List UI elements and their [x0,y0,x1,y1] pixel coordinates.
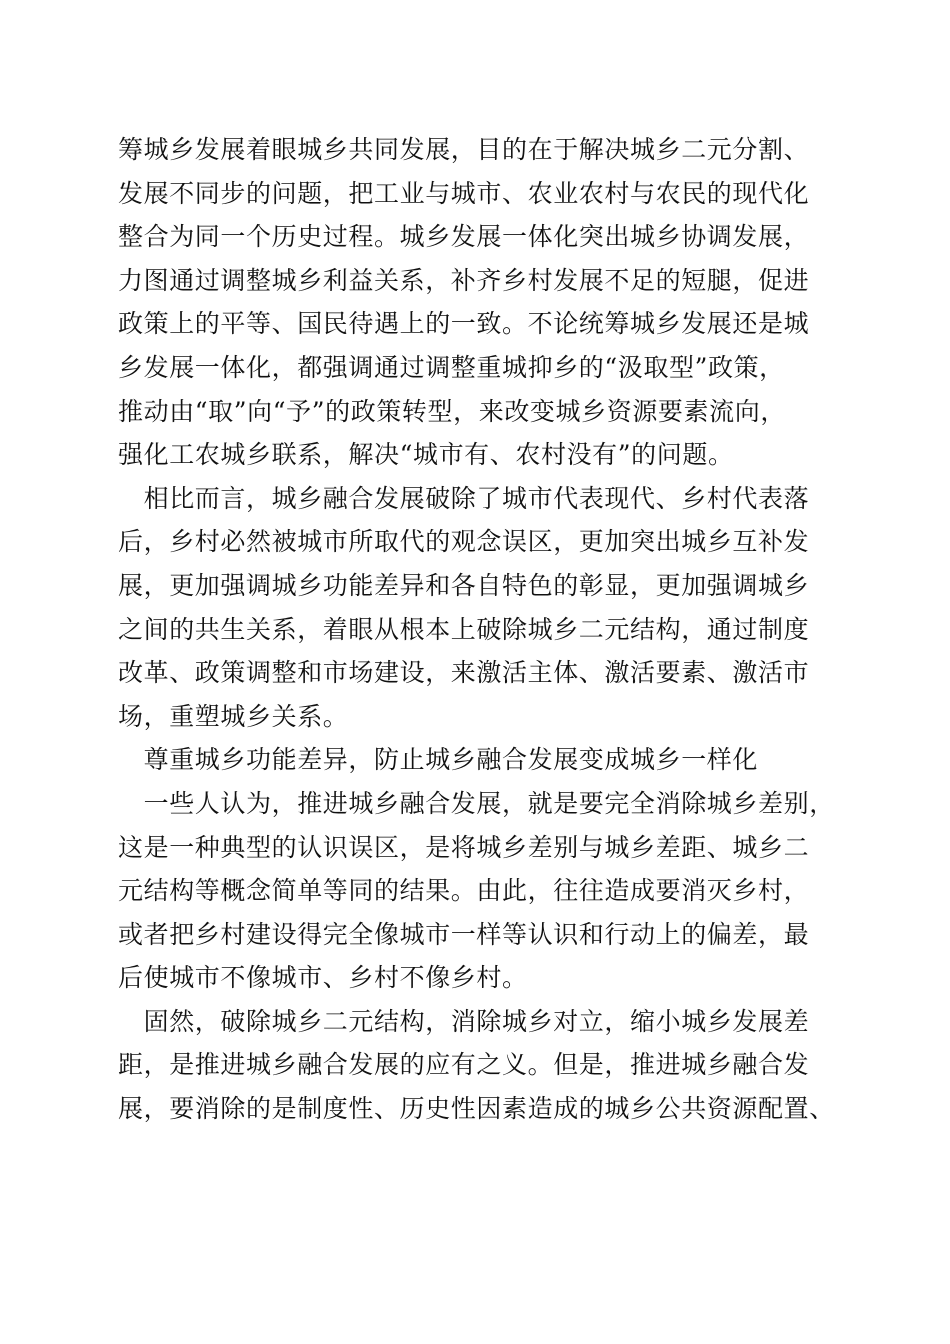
section-heading: 尊重城乡功能差异，防止城乡融合发展变成城乡一样化 [118,745,759,775]
text-line: 相比而言，城乡融合发展破除了城市代表现代、乡村代表落 [118,483,810,513]
document-body [118,128,838,1131]
text-line: 后，乡村必然被城市所取代的观念误区，更加突出城乡互补发 [118,527,810,557]
text-line: 展，要消除的是制度性、历史性因素造成的城乡公共资源配置、 [118,1094,835,1124]
text-line: 之间的共生关系，着眼从根本上破除城乡二元结构，通过制度 [118,614,810,644]
text-line: 政策上的平等、国民待遇上的一致。不论统筹城乡发展还是城 [118,309,810,339]
text-line: 力图通过调整城乡利益关系，补齐乡村发展不足的短腿，促进 [118,265,810,295]
text-line: 或者把乡村建设得完全像城市一样等认识和行动上的偏差，最 [118,919,810,949]
text-line: 发展不同步的问题，把工业与城市、农业农村与农民的现代化 [118,178,810,208]
text-line: 这是一种典型的认识误区，是将城乡差别与城乡差距、城乡二 [118,832,810,862]
text-line: 一些人认为，推进城乡融合发展，就是要完全消除城乡差别， [118,788,835,818]
text-line: 后使城市不像城市、乡村不像乡村。 [118,963,528,993]
text-line: 强化工农城乡联系，解决“城市有、农村没有”的问题。 [118,440,734,470]
text-line: 推动由“取”向“予”的政策转型，来改变城乡资源要素流向， [118,396,786,426]
text-line: 展，更加强调城乡功能差异和各自特色的彰显，更加强调城乡 [118,570,810,600]
text-line: 改革、政策调整和市场建设，来激活主体、激活要素、激活市 [118,658,810,688]
text-line: 元结构等概念简单等同的结果。由此，往往造成要消灭乡村， [118,876,810,906]
text-line: 固然，破除城乡二元结构，消除城乡对立，缩小城乡发展差 [118,1006,810,1036]
text-line: 整合为同一个历史过程。城乡发展一体化突出城乡协调发展， [118,222,810,252]
text-line: 距，是推进城乡融合发展的应有之义。但是，推进城乡融合发 [118,1050,810,1080]
text-line: 筹城乡发展着眼城乡共同发展，目的在于解决城乡二元分割、 [118,135,810,164]
text-line: 场，重塑城乡关系。 [118,701,349,731]
text-line: 乡发展一体化，都强调通过调整重城抑乡的“汲取型”政策， [118,352,785,382]
